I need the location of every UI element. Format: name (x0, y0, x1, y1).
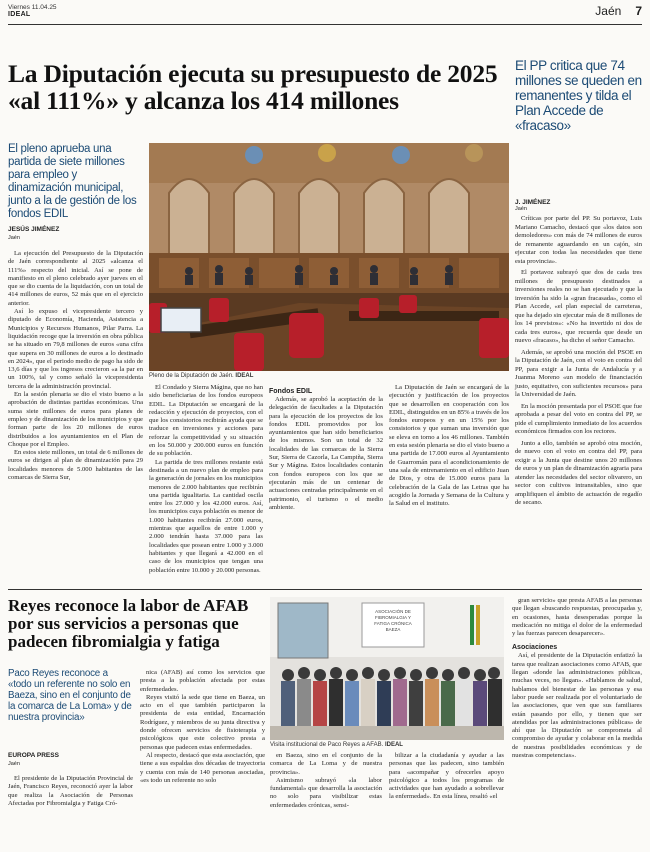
caption-credit: IDEAL (235, 373, 254, 379)
main-deck: El pleno aprueba una partida de siete millones para empleo y dinamización municipal, junto a la de gestión de los fondos EDIL (8, 143, 137, 220)
body-paragraph: bilizar a la ciudadanía y ayudar a las personas que las padecen, sino también para «acompañar y ofrecerles apoyo psicológico a todos los programas de actividades que han ayudado a sobrellevar la enfermedad». En esta línea, resaltó «el (389, 752, 504, 801)
second-deck: Paco Reyes reconoce a «todo un referente no solo en Baeza, sino en el conjunto de la comarca de La Loma» y de nuestra provincia» (8, 668, 132, 723)
sidebar-paragraph: El portavoz subrayó que dos de cada tres millones de presupuesto destinados a inversiones reales no se han ejecutado y que la inversión ha sido la «gran fracasada», como el Plan Accede, «el plan especial de carreteras, que ha dejado sin ejecutar más de 8 millones de los 14 previstos»: «No ha invertido ni dos de cada tres euros», que recuerda que desde un nuevo «fracaso», ha dicho el señor Camacho. (515, 269, 642, 344)
banner-line-4: BAEZA (385, 627, 401, 632)
banner-line-1: ASOCIACIÓN DE (375, 609, 411, 614)
body-paragraph: En la sesión plenaria se dio el visto bueno a la aprobación de distintas partidas económicas. Una suma siete millones de euros para planes de empleo y de dinamización de los municipios y que forman parte de los 20 millones de euros distribuidos a los ayuntamientos en el Plan de Choque por el Empleo. (8, 391, 143, 448)
story-divider (8, 589, 642, 590)
sidebar-paragraph: En la moción presentada por el PSOE que fue aprobada a pesar del voto en contra del PP, se pide el cumplimiento inmediato de los acuerdos económicos firmados con los rectores. (515, 402, 642, 435)
body-paragraph: Así, el presidente de la Diputación enfatizó la tarea que realizan asociaciones como AFAB, que llegan «donde las administraciones públicas, muchas veces, no llegan». «Hablamos de salud, hablamos del bienestar de las personas y esa labor puede ser realizada por el voluntariado de las asociaciones, que ven que sus familiares están pasando por ello, y tienen que ser atendidas por las administraciones públicas» de ahí que la Diputación se comprometa al compromiso de ayudar y colaborar en la medida de nuestras posibilidades económicas y de nuestras competencias». (512, 652, 642, 760)
main-byline: JESÚS JIMÉNEZ (8, 226, 60, 233)
section-name: Jaén (595, 4, 622, 18)
issue-date: Viernes 11.04.25 (8, 4, 57, 11)
caption-credit: IDEAL (384, 742, 403, 748)
body-paragraph: La partida de tres millones restante está destinada a un nuevo plan de empleo para la generación de jornales en los municipios menores de 2.000 habitantes que recibirán una partida igualitaria. La cantidad oscila entre los 27.000 y los 42.000 euros. Así, los municipios cuya población es menor de 1.000 habitantes recibirán 27.000 euros, mientras que aquellos de entre 1.000 y 2.000 tendrán hasta 37.000 para las localidades que posean entre 1.000 y 3.000 habitantes y que llegará a 42.000 en el caso de los municipios que tengan una población entre 10.000 y 20.000 personas. (149, 458, 263, 574)
main-headline: La Diputación ejecuta su presupuesto de 2025 «al 111%» y alcanza los 414 millones (8, 59, 498, 115)
subhead-fondos-edil: Fondos EDIL (269, 388, 313, 395)
second-column-5 (512, 597, 642, 760)
second-column-4 (389, 752, 504, 802)
body-paragraph: Al respecto, destacó que esta asociación, que tiene a sus espaldas dos décadas de trayectoria y cuenta con más de 140 personas asociadas, «es todo un referente no solo (140, 751, 265, 784)
sidebar-location: Jaén (515, 206, 527, 212)
second-headline: Reyes reconoce la labor de AFAB por sus servicios a personas que padecen fibromialgia y fatiga (8, 596, 249, 651)
second-column-2 (140, 669, 265, 785)
body-paragraph: en Baeza, sino en el conjunto de la comarca de La Loma y de nuestra provincia». (270, 752, 382, 776)
body-paragraph: La Diputación de Jaén se encargará de la ejecución y justificación de los proyectos que se desarrollen en cooperación con los EDIL, distinguidos en un 85% a través de los fondos europeos y en un 15% por los consistorios y que suman una inversión que se eleva en torno a los 46 millones. También en esta sesión plenaria se dio el visto bueno a una partida de 17.000 euros al Ayuntamiento de Guarromán para el acondicionamiento de una sala de entrenamiento en el edificio Juan de Dios, y otra de 15.000 euros para la celebración de la Gala de las Letras que ha acogido la Jornada y Semana de la Cultura y la Salud en el instituto. (389, 384, 509, 508)
main-column-3 (269, 384, 383, 512)
banner-line-3: FATIGA CRÓNICA (374, 621, 412, 626)
group-photo-illustration (270, 597, 504, 740)
body-paragraph: El Condado y Sierra Mágina, que no han sido beneficiarias de los fondos europeos EDIL. La Diputación se encargará de la redacción y ejecución de proyectos, con el que los consistorios recibirán ayuda que se traduce en inversiones y acciones para reforzar la competitividad y su situación en los 50.000 y 200.000 euros en función de su población. (149, 384, 263, 458)
sidebar-paragraph: Críticas por parte del PP. Su portavoz, Luis Mariano Camacho, destacó que «los datos son demoledores» con más de 74 millones de euros de remanente aguardando en un cajón, sin ejecutar con todas las necesidades que tiene esta provincia». (515, 215, 642, 265)
sidebar-paragraph: Junto a ello, también se aprobó otra moción, de nuevo con el voto en contra del PP, para exigir a la Junta que destine unos 20 millones de euros y un plan de dinamización agraria para atender las necesidades del sector olivarero, un sector con cultivos intransitables, sino que amplifiquen el ámbito de actuación de regadío de secano. (515, 439, 642, 506)
afab-photo-caption (270, 742, 403, 748)
body-paragraph: El presidente de la Diputación Provincial de Jaén, Francisco Reyes, reconoció ayer la labor que realiza la Asociación de Personas Afectadas por Fibromialgia y Fatiga Cró- (8, 775, 133, 807)
body-paragraph: Asimismo subrayó «la labor fundamental» que desarrolla la asociación no solo para visibilizar estas enfermedades crónicas, sensi- (270, 776, 382, 809)
main-column-1 (8, 250, 143, 482)
page-number: 7 (635, 4, 642, 18)
main-location: Jaén (8, 235, 20, 241)
second-byline: EUROPA PRESS (8, 752, 59, 759)
body-paragraph: Reyes visitó la sede que tiene en Baeza, un acto en el que también participaron la presidenta de esta entidad, Encarnación Rodríguez, y miembros de su junta directiva y donde ofrecen servicios de fisioterapia y psicológicos que este colectivo presta a personas que padecen estas enfermedades. (140, 693, 265, 751)
sidebar-byline: J. JIMÉNEZ (515, 199, 551, 206)
sidebar-headline: El PP critica que 74 millones se queden en remanentes y tilda el Plan Accede de «fracaso» (515, 58, 642, 133)
plenary-photo-caption (149, 373, 253, 379)
afab-visit-photo (270, 597, 504, 740)
main-column-4 (389, 384, 509, 508)
body-paragraph: gran servicio» que presta AFAB a las personas que llegan «buscando respuestas, preocupadas y, en ocasiones, hasta desesperadas porque la medicación no mitiga el dolor de la enfermedad y las fuerzas parecen desaparecer». (512, 597, 642, 638)
main-column-2 (149, 384, 263, 575)
top-rule (8, 24, 642, 25)
body-paragraph: En estos siete millones, un total de 6 millones de euros se dirigen al plan de dinamización para 29 localidades menores de 5.000 habitantes de las comarcas de Sierra Sur, (8, 449, 143, 482)
sidebar-paragraph: Además, se aprobó una moción del PSOE en la Diputación de Jaén, con el voto en contra del PP, para exigir a la Junta de Andalucía y a Juanma Moreno «un modelo de financiación justo, equitativo, con suficientes recursos» para la Universidad de Jaén. (515, 348, 642, 398)
second-column-1 (8, 775, 133, 808)
second-column-3 (270, 752, 382, 810)
body-paragraph: Además, se aprobó la aceptación de la delegación de facultades a la Diputación para la ejecución de los proyectos de los fondos EDIL promovidos por los ayuntamientos que han sido beneficiarios de los mismos. Son un total de 32 localidades de las comarcas de la Sierra Sur, Sierra de Cazorla, La Campiña, Sierra Sur y Mágina. Estos localidades contarán con fondos europeos con los que se ejecutarán más de un centenar de actuaciones centradas principalmente en el patrimonio, el turismo o el medio ambiente. (269, 396, 383, 511)
body-paragraph: nica (AFAB) así como los servicios que presta a la población afectada por estas enfermedades. (140, 669, 265, 693)
section-folio (595, 4, 642, 18)
plenary-photo (149, 143, 509, 371)
page-folio (8, 4, 57, 18)
body-paragraph: La ejecución del Presupuesto de la Diputación de Jaén correspondiente al 2025 «alcanza el 111%» respecto del inicial. Así se pone de manifiesto en el pleno celebrado ayer jueves en el que se dio cuenta de la liquidación, con un total de 414 millones de euros, 52 más que en el ejercicio anterior. (8, 250, 143, 307)
body-paragraph: Así lo expuso el vicepresidente tercero y diputado de Economía, Hacienda, Asistencia a Municipios y Recursos Humanos, Pilar Parra. La liquidación recoge que la inversión en obra pública se ha situado en 79,8 millones de euros «una cifra que supera en 30 millones de euros a lo destinado en 2024», que el periodo medio de pago ha sido de 13,6 días y que los ingresos crecieron «a la par en un 100%, tal y como señaló la vicepresidenta tercera de la administración provincial. (8, 308, 143, 390)
subhead-asociaciones: Asociaciones (512, 644, 558, 652)
caption-text: Visita institucional de Paco Reyes a AFAB. (270, 742, 384, 748)
sidebar-body (515, 215, 642, 508)
newspaper-brand: IDEAL (8, 11, 31, 18)
second-location: Jaén (8, 761, 20, 767)
caption-text: Pleno de la Diputación de Jaén. (149, 373, 234, 379)
sidebar-story (515, 58, 642, 508)
plenary-hall-illustration (149, 143, 509, 371)
banner-line-2: FIBROMIALGIA Y (375, 615, 411, 620)
